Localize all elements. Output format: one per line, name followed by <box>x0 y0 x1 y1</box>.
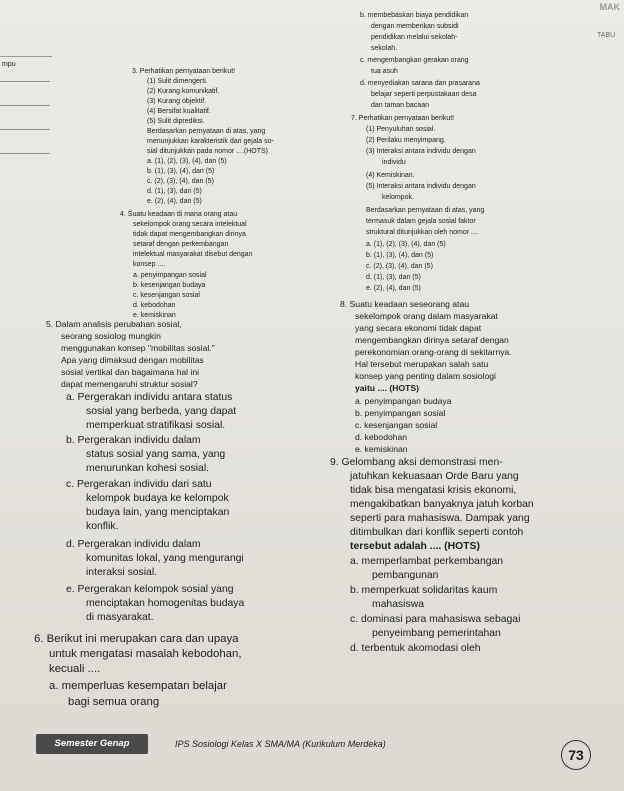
question-text: sekelompok orang dalam masyarakat <box>355 311 498 321</box>
option-a-cont: pembangunan <box>372 570 439 581</box>
option-b-cont: status sosial yang sama, yang <box>86 449 226 460</box>
statement: (4) Kemiskinan. <box>366 172 415 179</box>
option-d: d. kebodohan <box>133 302 176 309</box>
question-stem: 7. Perhatikan pernyataan berikut! <box>351 115 455 122</box>
statement: individu <box>382 159 406 166</box>
option-b: b. penyimpangan sosial <box>355 408 446 418</box>
statement: (5) Interaksi antara individu dengan <box>366 183 476 190</box>
question-stem: 8. Suatu keadaan seseorang atau <box>340 299 470 309</box>
option-b: b. memperkuat solidaritas kaum <box>350 585 498 596</box>
question-stem: 3. Perhatikan pernyataan berikut! <box>132 68 236 75</box>
option-c: c. dominasi para mahasiswa sebagai <box>350 614 521 625</box>
question-text: konsep .... <box>133 261 166 268</box>
book-title: IPS Sosiologi Kelas X SMA/MA (Kurikulum Merdeka) <box>175 739 386 749</box>
question-text: setaraf dengan perkembangan <box>133 241 229 248</box>
page-number: 73 <box>561 740 591 770</box>
question-text: untuk mengatasi masalah kebodohan, <box>49 648 242 660</box>
statement: (2) Perilaku menyimpang. <box>366 137 446 144</box>
option-d: d. (1), (3), dan (5) <box>366 274 421 281</box>
option-e-cont: menciptakan homogenitas budaya <box>86 598 245 609</box>
question-text: tidak dapat mengembangkan dirinya <box>133 231 246 238</box>
question-text: mengembangkan dirinya setaraf dengan <box>355 335 509 345</box>
option-c-cont: kelompok budaya ke kelompok <box>86 493 229 504</box>
question-text: yaitu .... (HOTS) <box>355 383 419 393</box>
question-text: sial ditunjukkan pada nomor ....(HOTS) <box>147 148 268 155</box>
question-text: konsep yang penting dalam sosiologi <box>355 371 496 381</box>
option-e: e. (2), (4), dan (5) <box>147 198 202 205</box>
question-text: tidak bisa mengatasi krisis ekonomi, <box>350 485 517 496</box>
question-text: Hal tersebut merupakan salah satu <box>355 359 489 369</box>
publisher-logo: MAK <box>599 2 620 12</box>
question-text: ditimbulkan dari konflik seperti contoh <box>350 527 524 538</box>
question-text: menggunakan konsep "mobilitas sosial." <box>61 343 215 353</box>
question-text: termasuk dalam gejala sosial faktor <box>366 218 476 225</box>
question-text: Berdasarkan pernyataan di atas, yang <box>366 207 485 214</box>
option-a-cont: bagi semua orang <box>68 696 160 708</box>
question-text: yang secara ekonomi tidak dapat <box>355 323 482 333</box>
option-e: e. Pergerakan kelompok sosial yang <box>66 584 234 595</box>
option-b: b. Pergerakan individu dalam <box>66 435 201 446</box>
option-d: d. Pergerakan individu dalam <box>66 539 201 550</box>
option-c-cont: penyeimbang pemerintahan <box>372 628 501 639</box>
option-b: b. (1), (3), (4), dan (5) <box>366 252 434 259</box>
option-d: d. kebodohan <box>355 432 408 442</box>
option-a-cont: memperkuat stratifikasi sosial. <box>86 420 226 431</box>
option-d: d. terbentuk akomodasi oleh <box>350 643 481 654</box>
semester-badge: Semester Genap <box>36 734 148 754</box>
question-text: struktural ditunjukkan oleh nomor .... <box>366 229 479 236</box>
option-b-cont: menurunkan kohesi sosial. <box>86 463 210 474</box>
option-a: a. penyimpangan budaya <box>355 396 452 406</box>
option-c-cont: konflik. <box>86 521 119 532</box>
corner-text: TABU <box>597 32 616 39</box>
option-a-cont: sosial yang berbeda, yang dapat <box>86 406 237 417</box>
statement: (2) Kurang komunikatif. <box>147 88 220 95</box>
option-e: e. kemiskinan <box>355 444 408 454</box>
statement: (3) Interaksi antara individu dengan <box>366 148 476 155</box>
question-text: seperti para mahasiswa. Dampak yang <box>350 513 530 524</box>
question-text: menunjukkan karakteristik dari gejala so- <box>147 138 274 145</box>
option-a: a. (1), (2), (3), (4), dan (5) <box>147 158 227 165</box>
question-text: dapat memengaruhi struktur sosial? <box>61 379 198 389</box>
option-a: a. memperlambat perkembangan <box>350 556 504 567</box>
option-text: dengan memberikan subsidi <box>371 23 459 30</box>
option-e: e. kemiskinan <box>133 312 176 319</box>
question-text: kecuali .... <box>49 663 101 675</box>
option-c-cont: budaya lain, yang menciptakan <box>86 507 230 518</box>
option-b: b. (1), (3), (4), dan (5) <box>147 168 215 175</box>
question-text: tersebut adalah .... (HOTS) <box>350 541 480 552</box>
option-c: c. kesenjangan sosial <box>133 292 200 299</box>
question-text: Apa yang dimaksud dengan mobilitas <box>61 355 204 365</box>
option-a: a. Pergerakan individu antara status <box>66 392 233 403</box>
option-c: c. Pergerakan individu dari satu <box>66 479 212 490</box>
option-d: d. (1), (3), dan (5) <box>147 188 202 195</box>
previous-page-stub <box>0 56 52 177</box>
question-stem: 6. Berikut ini merupakan cara dan upaya <box>34 633 239 645</box>
option-c: c. kesenjangan sosial <box>355 420 438 430</box>
question-stem: 4. Suatu keadaan di mana orang atau <box>120 211 238 218</box>
question-text: Berdasarkan pernyataan di atas, yang <box>147 128 266 135</box>
option-text: tua asuh <box>371 68 398 75</box>
option-d-cont: komunitas lokal, yang mengurangi <box>86 553 244 564</box>
statement: (5) Sulit diprediksi. <box>147 118 205 125</box>
option-text: c. mengembangkan gerakan orang <box>360 57 469 64</box>
option-text: sekolah. <box>371 45 398 52</box>
question-stem: 5. Dalam analisis perubahan sosial, <box>46 319 182 329</box>
question-stem: 9. Gelombang aksi demonstrasi men- <box>330 457 503 468</box>
question-text: intelektual masyarakat disebut dengan <box>133 251 253 258</box>
option-d-cont: interaksi sosial. <box>86 567 158 578</box>
option-a: a. memperluas kesempatan belajar <box>49 680 227 692</box>
statement: (1) Sulit dimengerti. <box>147 78 208 85</box>
option-text: pendidikan melalui sekolah- <box>371 34 458 41</box>
option-text: b. membebaskan biaya pendidikan <box>360 12 469 19</box>
option-b-cont: mahasiswa <box>372 599 424 610</box>
question-text: sosial vertikal dan bagaimana hal ini <box>61 367 200 377</box>
option-e-cont: di masyarakat. <box>86 612 154 623</box>
question-text: perekonomian orang-orang di sekitarnya. <box>355 347 512 357</box>
option-c: c. (2), (3), (4), dan (5) <box>366 263 433 270</box>
statement: kelompok. <box>382 194 414 201</box>
stub-text: mpu <box>2 61 16 68</box>
option-a: a. penyimpangan sosial <box>133 272 207 279</box>
question-text: seorang sosiolog mungkin <box>61 331 161 341</box>
question-text: sekelompok orang secara intelektual <box>133 221 247 228</box>
statement: (1) Penyuluhan sosial. <box>366 126 436 133</box>
option-e: e. (2), (4), dan (5) <box>366 285 421 292</box>
option-text: dan taman bacaan <box>371 102 429 109</box>
question-text: jatuhkan kekuasaan Orde Baru yang <box>350 471 519 482</box>
question-text: mengakibatkan banyaknya jatuh korban <box>350 499 534 510</box>
option-a: a. (1), (2), (3), (4), dan (5) <box>366 241 446 248</box>
statement: (4) Bersifat kualitatif. <box>147 108 211 115</box>
option-c: c. (2), (3), (4), dan (5) <box>147 178 214 185</box>
option-b: b. kesenjangan budaya <box>133 282 206 289</box>
option-text: belajar seperti perpustakaan desa <box>371 91 477 98</box>
option-text: d. menyediakan sarana dan prasarana <box>360 80 480 87</box>
statement: (3) Kurang objektif. <box>147 98 207 105</box>
